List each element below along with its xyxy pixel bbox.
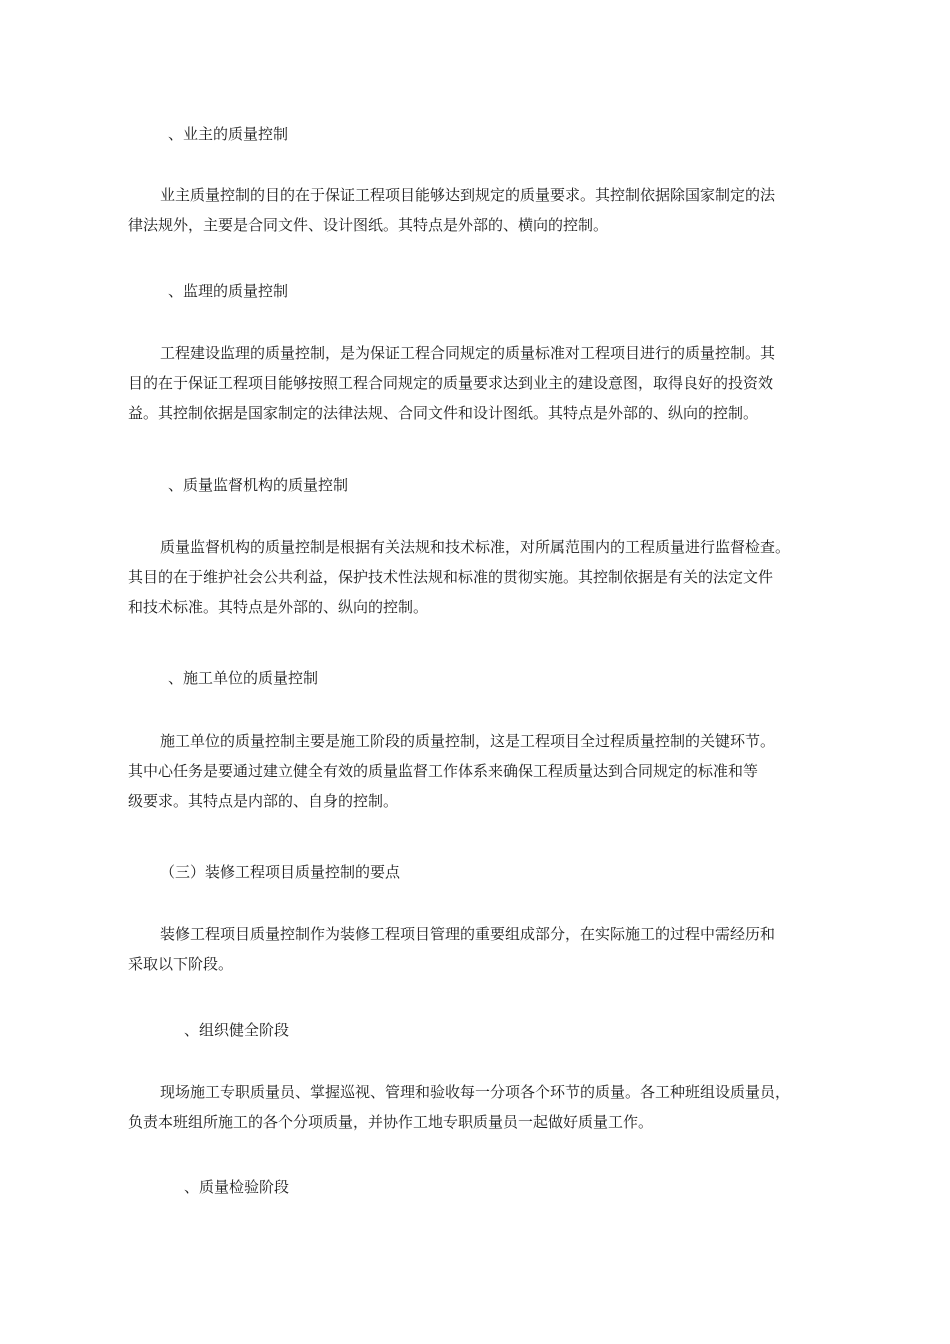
paragraph-line: 益。其控制依据是国家制定的法律法规、合同文件和设计图纸。其特点是外部的、纵向的控制。 bbox=[128, 404, 759, 422]
section-body-contractor bbox=[128, 726, 848, 816]
section-body-owner bbox=[128, 180, 848, 240]
paragraph-line: 工程建设监理的质量控制，是为保证工程合同规定的质量标准对工程项目进行的质量控制。其 bbox=[160, 344, 776, 362]
section-body-organization-stage bbox=[128, 1077, 848, 1137]
section-heading-inspection-stage: 、质量检验阶段 bbox=[184, 1178, 290, 1196]
paragraph-line: 目的在于保证工程项目能够按照工程合同规定的质量要求达到业主的建设意图，取得良好的投资效 bbox=[128, 374, 774, 392]
section-body-supervision bbox=[128, 338, 848, 428]
section-body-key-points bbox=[128, 919, 848, 979]
paragraph-line: 和技术标准。其特点是外部的、纵向的控制。 bbox=[128, 598, 429, 616]
paragraph-line: 其目的在于维护社会公共利益，保护技术性法规和标准的贯彻实施。其控制依据是有关的法定文件 bbox=[128, 568, 774, 586]
paragraph-line: 其中心任务是要通过建立健全有效的质量监督工作体系来确保工程质量达到合同规定的标准和等 bbox=[128, 762, 759, 780]
paragraph-line: 现场施工专职质量员、掌握巡视、管理和验收每一分项各个环节的质量。各工种班组设质量员， bbox=[160, 1083, 791, 1101]
paragraph-line: 装修工程项目质量控制作为装修工程项目管理的重要组成部分，在实际施工的过程中需经历和 bbox=[160, 925, 776, 943]
paragraph-line: 采取以下阶段。 bbox=[128, 955, 234, 973]
section-heading-contractor: 、施工单位的质量控制 bbox=[168, 669, 319, 687]
section-heading-organization-stage: 、组织健全阶段 bbox=[184, 1021, 290, 1039]
paragraph-line: 负责本班组所施工的各个分项质量，并协作工地专职质量员一起做好质量工作。 bbox=[128, 1113, 654, 1131]
paragraph-line: 级要求。其特点是内部的、自身的控制。 bbox=[128, 792, 399, 810]
paragraph-line: 施工单位的质量控制主要是施工阶段的质量控制，这是工程项目全过程质量控制的关键环节。 bbox=[160, 732, 776, 750]
paragraph-line: 质量监督机构的质量控制是根据有关法规和技术标准，对所属范围内的工程质量进行监督检查。 bbox=[160, 538, 791, 556]
section-heading-owner: 、业主的质量控制 bbox=[168, 125, 289, 143]
section-heading-key-points: （三）装修工程项目质量控制的要点 bbox=[160, 863, 401, 881]
paragraph-line: 律法规外，主要是合同文件、设计图纸。其特点是外部的、横向的控制。 bbox=[128, 216, 609, 234]
paragraph-line: 业主质量控制的目的在于保证工程项目能够达到规定的质量要求。其控制依据除国家制定的法 bbox=[160, 186, 776, 204]
section-body-quality-supervision-agency bbox=[128, 532, 848, 622]
section-heading-supervision: 、监理的质量控制 bbox=[168, 282, 289, 300]
section-heading-quality-supervision-agency: 、质量监督机构的质量控制 bbox=[168, 476, 349, 494]
